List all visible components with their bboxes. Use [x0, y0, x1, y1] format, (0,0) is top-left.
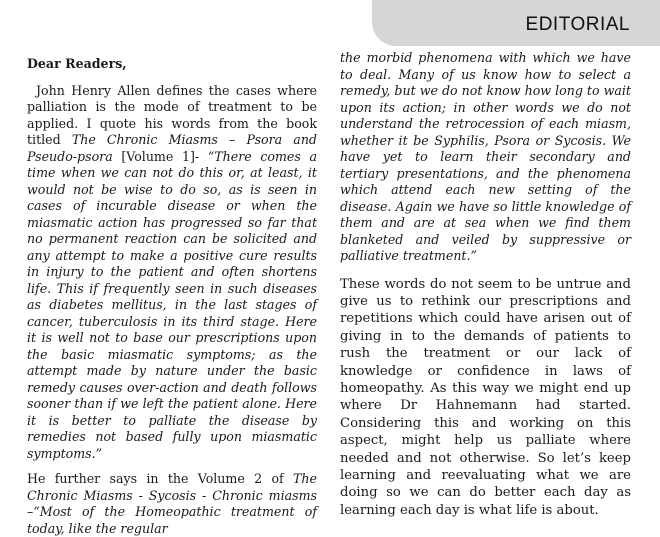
conclusion-paragraph: These words do not seem to be untrue and give us to rethink our prescriptions and repetitions which could have arisen out of giving in to the demands of patients to rush the treatment or our lack of knowledge or confidence in laws of homeopathy. As this way we might end up where Dr Hahnemann had started. Considering this and working on this aspect, might help us palliate where needed and not otherwise. So let’s keep learning and reevaluating what we are doing so we can do better each day as learning each day is what life is about. [340, 276, 631, 518]
quote-text: “There comes a time when we can not do this or, at least, it would not be wise to do so, as is seen in cases of incurable disease or when the miasmatic action has progressed so far that no permanent reaction can be solicited and any attempt to make a positive cure results in injury to the patient and often shortens life. This if frequently seen in such diseases as diabetes mellitus, in the last stages of cancer, tuberculosis in its third stage. Here it is well not to base our prescriptions upon the basic miasmatic symptoms; as the attempt made by nature under the basic remedy causes over-action and death follows sooner than if we left the patient alone. Here it is better to palliate the disease by remedies not based fully upon miasmatic symptoms.” [27, 148, 317, 461]
quote-continuation: the morbid phenomena with which we have to deal. Many of us know how to select a remedy, but we do not know how long to wait upon its action; in other words we do not understand the retrocession of each miasm, whether it be Syphilis, Psora or Sycosis. We have yet to learn their secondary and tertiary presentations, and the phenomena which attend each new setting of the disease. Again we have so little knowledge of them and are at sea when we find them blanketed and veiled by suppressive or palliative treatment.” [340, 50, 631, 263]
volume-ref: [Volume 1]- [112, 148, 208, 164]
left-column [27, 56, 317, 536]
quote-text: –“Most of the Homeopathic treatment of today, like the regular [27, 504, 317, 536]
paragraph-volume-2 [27, 471, 317, 537]
book-title: The Chronic Miasms – Psora and Pseudo-psora [27, 132, 317, 164]
section-label: EDITORIAL [525, 14, 630, 35]
section-header-tab [372, 0, 660, 46]
paragraph-lead: He further says in the Volume 2 of [27, 471, 294, 486]
book-title: The Chronic Miasms - Sycosis - Chronic miasms [27, 471, 317, 503]
right-column [340, 50, 631, 518]
salutation: Dear Readers, [27, 56, 127, 71]
paragraph-lead: John Henry Allen defines the cases where palliation is the mode of treatment to be applied. I quote his words from the book titled [27, 82, 317, 147]
paragraph-allen-quote [27, 83, 317, 463]
